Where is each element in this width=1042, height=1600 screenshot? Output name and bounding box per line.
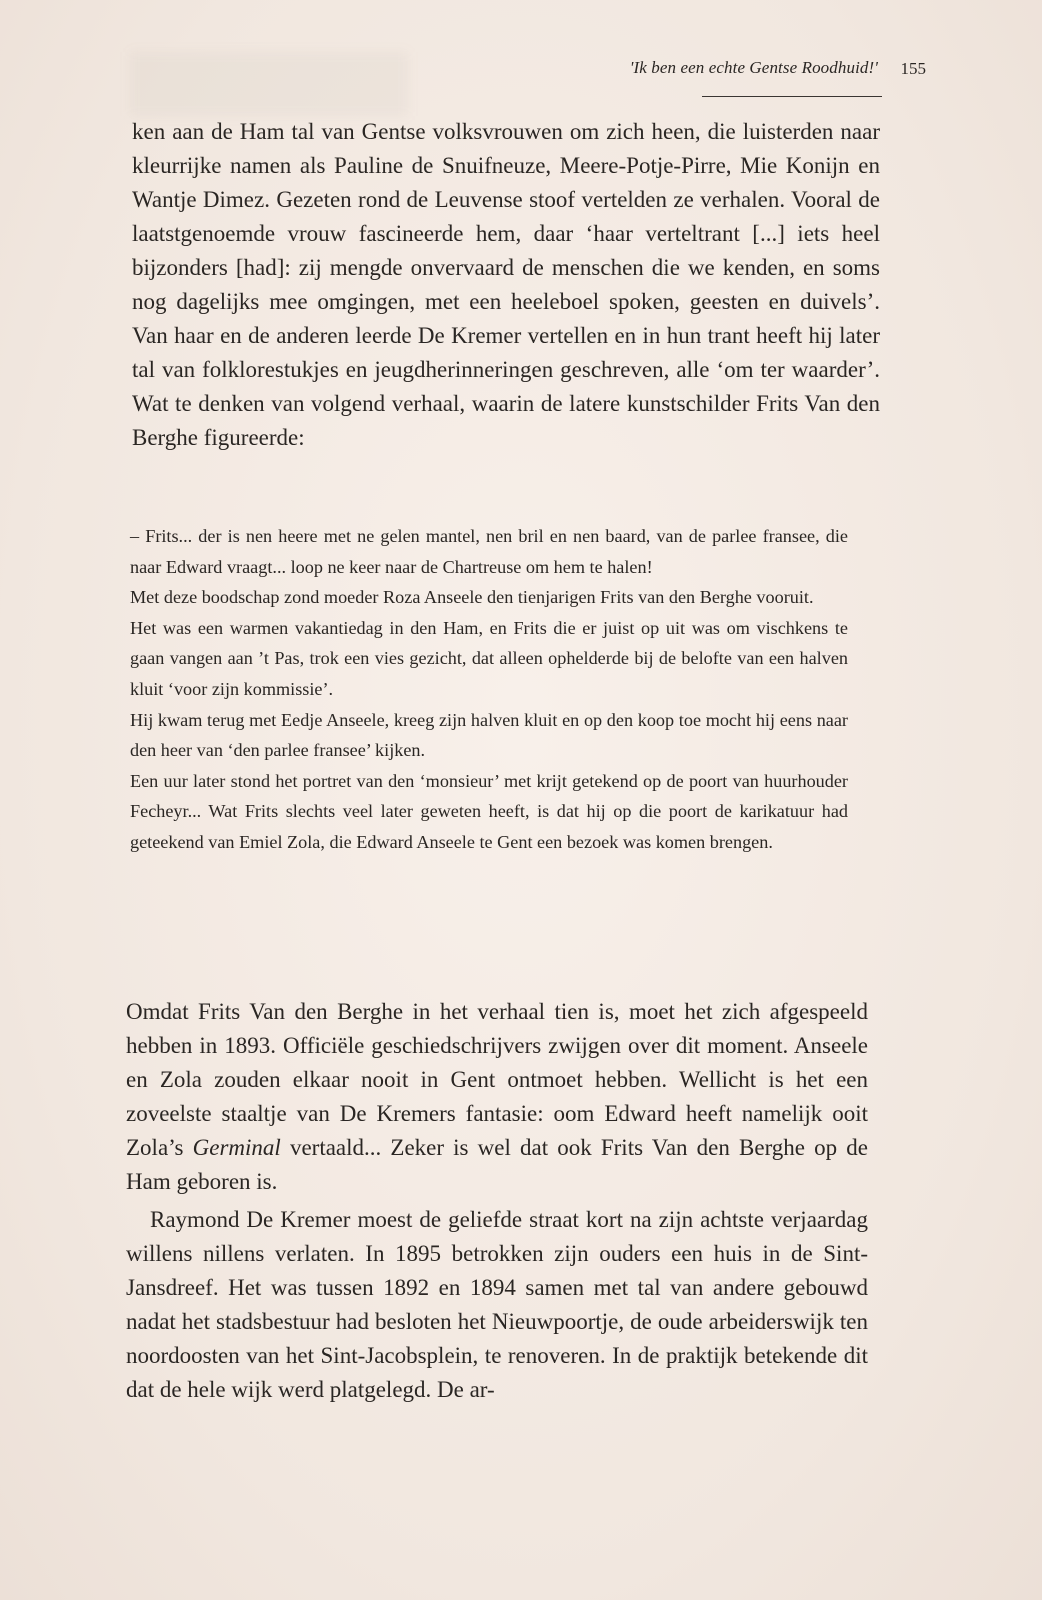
page-number: 155 <box>900 59 926 78</box>
paragraph-text-part: Omdat Frits Van den Berghe in het verhaal tien is, moet het zich afgespeeld hebben in 1893. Officiële geschiedschrijvers zwijgen over dit moment. Anseele en Zola zouden elkaar nooit in Gent ontmoet hebben. Wellicht is het een zoveelste staaltje van De Kremers fantasie: oom Edward heeft namelijk ooit Zola’s <box>126 999 868 1160</box>
body-paragraph-3 <box>126 1203 868 1407</box>
body-paragraph-1 <box>132 115 880 455</box>
block-quote <box>130 521 848 858</box>
running-title: 'Ik ben een echte Gentse Roodhuid!' <box>629 58 878 77</box>
paragraph-text-part: vertaald... Zeker is wel dat ook Frits Van den Berghe op de Ham geboren is. <box>126 1135 868 1194</box>
quote-paragraph-3: Het was een warmen vakantiedag in den Ham, en Frits die er juist op uit was om vischkens te gaan vangen aan ’t Pas, trok een vies gezicht, dat alleen ophelderde bij de belofte van een halven kluit ‘voor zijn kommissie’. <box>130 617 848 699</box>
quote-paragraph-2: Met deze boodschap zond moeder Roza Anseele den tienjarigen Frits van den Berghe vooruit. <box>130 587 814 608</box>
paragraph-text: Raymond De Kremer moest de geliefde straat kort na zijn achtste verjaardag willens nillens verlaten. In 1895 betrokken zijn ouders een huis in de Sint-Jansdreef. Het was tussen 1892 en 1894 samen met tal van andere gebouwd nadat het stadsbestuur had besloten het Nieuwpoortje, de oude arbeiderswijk ten noordoosten van het Sint-Jacobsplein, te renoveren. In de praktijk betekende dit dat de hele wijk werd platgelegd. De ar- <box>126 1207 868 1402</box>
body-paragraph-2 <box>126 995 868 1199</box>
header-rule <box>702 96 882 97</box>
paragraph-text <box>126 995 868 1199</box>
quote-paragraph-1: – Frits... der is nen heere met ne gelen mantel, nen bril en nen baard, van de parlee fransee, die naar Edward vraagt... loop ne keer naar de Chartreuse om hem te halen! <box>130 526 848 577</box>
page-header <box>560 58 940 98</box>
paragraph-text: ken aan de Ham tal van Gentse volksvrouwen om zich heen, die luisterden naar kleurrijke namen als Pauline de Snuifneuze, Meere-Potje-Pirre, Mie Konijn en Wantje Dimez. Gezeten rond de Leuvense stoof vertelden ze verhalen. Vooral de laatstgenoemde vrouw fascineerde hem, daar ‘haar verteltrant [...] iets heel bijzonders [had]: zij mengde onvervaard de menschen die we kenden, en soms nog dagelijks mee omgingen, met een heeleboel spoken, geesten en duivels’. Van haar en de anderen leerde De Kremer vertellen en in hun trant heeft hij later tal van folklorestukjes en jeugdherinneringen geschreven, alle ‘om ter waarder’. Wat te denken van volgend verhaal, waarin de latere kunstschilder Frits Van den Berghe figureerde: <box>132 119 880 450</box>
scan-shadow <box>130 52 408 116</box>
book-title-germinal: Germinal <box>192 1135 281 1160</box>
quote-paragraph-5: Een uur later stond het portret van den ‘monsieur’ met krijt getekend op de poort van huurhouder Fecheyr... Wat Frits slechts veel later geweten heeft, is dat hij op die poort de karikatuur had geteekend van Emiel Zola, die Edward Anseele te Gent een bezoek was komen brengen. <box>130 770 848 852</box>
quote-paragraph-4: Hij kwam terug met Eedje Anseele, kreeg zijn halven kluit en op den koop toe mocht hij eens naar den heer van ‘den parlee fransee’ kijken. <box>130 709 848 761</box>
